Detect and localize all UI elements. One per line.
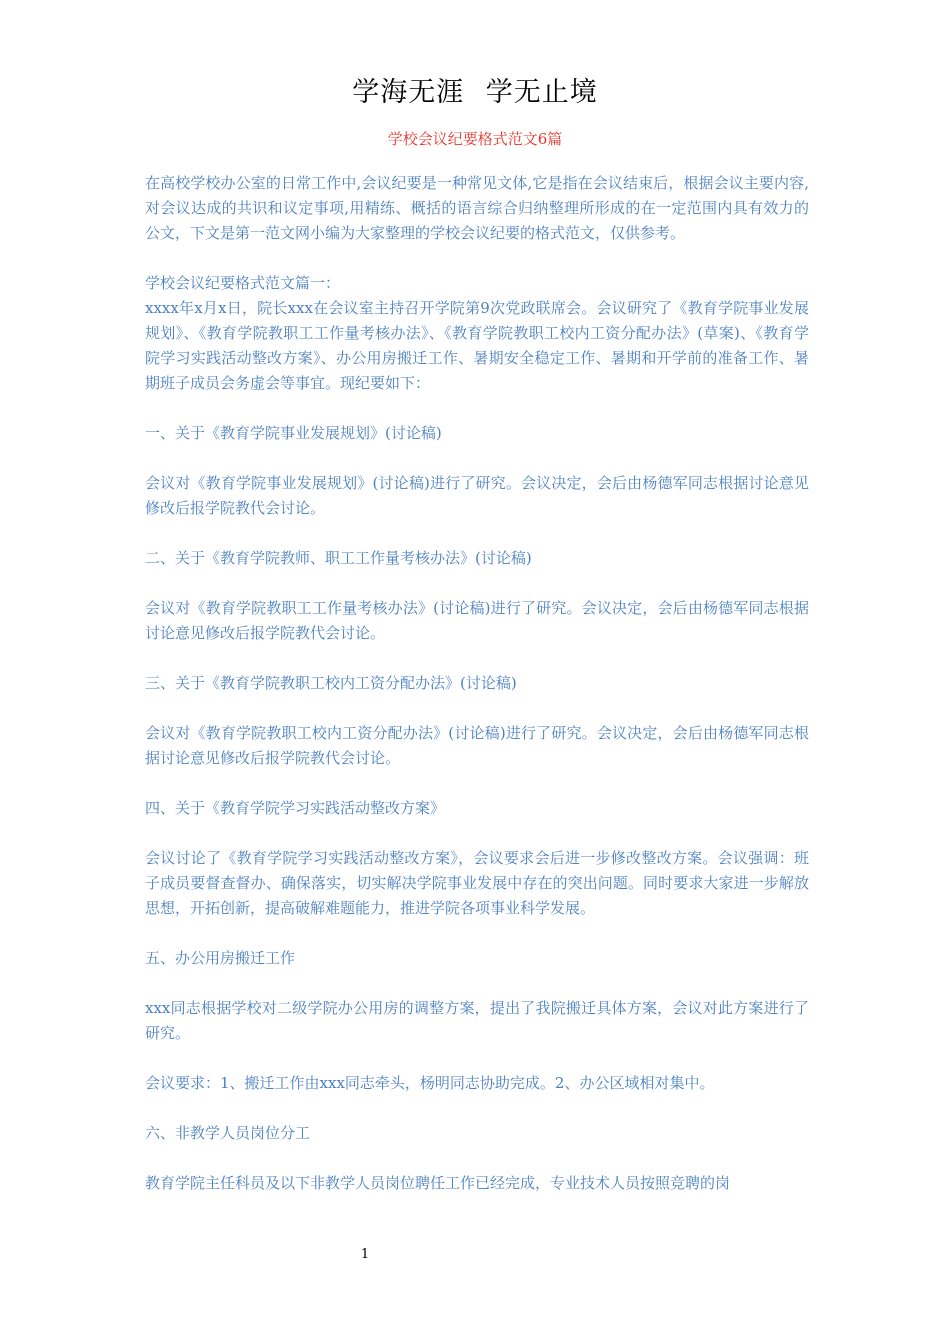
item-body-4: 会议讨论了《教育学院学习实践活动整改方案》，会议要求会后进一步修改整改方案。会议强调：班子成员要督查督办、确保落实，切实解决学院事业发展中存在的突出问题。同时要求大家进一步解放思想，开拓创新，提高破解难题能力，推进学院各项事业科学发展。 (145, 849, 809, 917)
item-heading-6: 六、非教学人员岗位分工 (145, 1124, 311, 1142)
item-body-3: 会议对《教育学院教职工校内工资分配办法》(讨论稿)进行了研究。会议决定，会后由杨德军同志根据讨论意见修改后报学院教代会讨论。 (145, 724, 809, 767)
item-body-6: 教育学院主任科员及以下非教学人员岗位聘任工作已经完成，专业技术人员按照竞聘的岗 (145, 1174, 731, 1192)
item-heading-3: 三、关于《教育学院教职工校内工资分配办法》(讨论稿) (145, 674, 517, 692)
page-number: 1 (360, 1247, 370, 1262)
item-body-1: 会议对《教育学院事业发展规划》(讨论稿)进行了研究。会议决定，会后由杨德军同志根据讨论意见修改后报学院教代会讨论。 (145, 474, 809, 517)
item-heading-1: 一、关于《教育学院事业发展规划》(讨论稿) (145, 424, 442, 442)
item-body-5b: 会议要求：1、搬迁工作由xxx同志牵头，杨明同志协助完成。2、办公区域相对集中。 (145, 1074, 715, 1092)
item-heading-5: 五、办公用房搬迁工作 (145, 949, 296, 967)
item-body-2: 会议对《教育学院教职工工作量考核办法》(讨论稿)进行了研究。会议决定，会后由杨德军同志根据讨论意见修改后报学院教代会讨论。 (145, 599, 809, 642)
item-heading-4: 四、关于《教育学院学习实践活动整改方案》 (145, 799, 446, 817)
document-body (145, 171, 809, 1221)
section-heading-article-one: 学校会议纪要格式范文篇一： (145, 274, 341, 292)
item-heading-2: 二、关于《教育学院教师、职工工作量考核办法》(讨论稿) (145, 549, 532, 567)
intro-paragraph: 在高校学校办公室的日常工作中,会议纪要是一种常见文体,它是指在会议结束后，根据会议主要内容,对会议达成的共识和议定事项,用精练、概括的语言综合归纳整理所形成的在一定范围内具有效力的公文，下文是第一范文网小编为大家整理的学校会议纪要的格式范文，仅供参考。 (145, 174, 809, 242)
item-body-5a: xxx同志根据学校对二级学院办公用房的调整方案，提出了我院搬迁具体方案，会议对此方案进行了研究。 (145, 999, 809, 1042)
document-title: 学校会议纪要格式范文6篇 (387, 130, 563, 148)
meeting-summary-paragraph: xxxx年x月x日，院长xxx在会议室主持召开学院第9次党政联席会。会议研究了《教育学院事业发展规划》、《教育学院教职工工作量考核办法》、《教育学院教职工校内工资分配办法》(草案)、《教育学院学习实践活动整改方案》、办公用房搬迁工作、暑期安全稳定工作、暑期和开学前的准备工作、暑期班子成员会务虚会等事宜。现纪要如下： (145, 299, 809, 392)
header-motto: 学海无涯 学无止境 (352, 77, 598, 108)
